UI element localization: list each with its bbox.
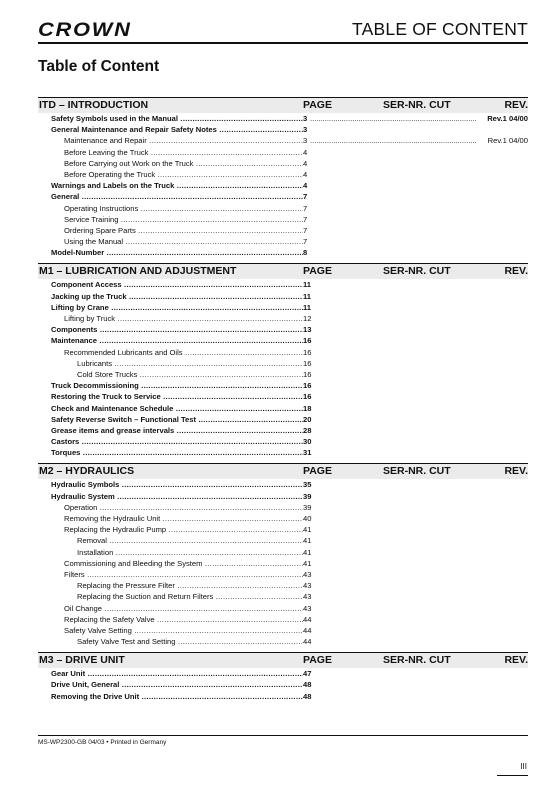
entry-title: General <box>51 192 80 202</box>
toc-entry[interactable] <box>38 203 528 214</box>
column-header-ser-nr-cut: SER-NR. CUT <box>383 654 451 667</box>
toc-entry[interactable] <box>38 679 528 690</box>
entry-title-leader <box>51 679 303 690</box>
entry-page: 12 <box>303 314 312 323</box>
entry-title: Operating Instructions <box>64 203 139 213</box>
entry-title-leader <box>64 169 303 180</box>
entry-title-leader <box>64 569 303 580</box>
entry-page: 43 <box>303 569 312 579</box>
section-title: M1 – LUBRICATION AND ADJUSTMENT <box>39 265 237 278</box>
entry-title: Installation <box>77 547 114 557</box>
entry-page: 16 <box>303 336 312 346</box>
entry-title: Service Training <box>64 214 119 224</box>
entry-title: Maintenance and Repair <box>64 136 147 146</box>
entry-page: 3 <box>303 136 308 146</box>
entry-title: Maintenance <box>51 336 97 346</box>
column-header-ser-nr-cut: SER-NR. CUT <box>383 99 451 111</box>
column-header-rev: REV. <box>504 265 528 278</box>
crown-logo: CROWN <box>38 20 132 41</box>
section-header <box>38 463 528 479</box>
entry-title: Before Operating the Truck <box>64 169 156 179</box>
entry-page: 8 <box>303 248 308 258</box>
toc-entry[interactable] <box>38 358 528 369</box>
entry-page: 18 <box>303 403 312 413</box>
entry-page: 48 <box>303 680 312 690</box>
toc-entry[interactable] <box>38 347 528 358</box>
toc-section <box>38 652 528 702</box>
entry-title-leader <box>51 291 303 302</box>
entry-title: Hydraulic Symbols <box>51 480 120 490</box>
toc-entry[interactable] <box>38 335 528 346</box>
toc-entry[interactable] <box>38 603 528 614</box>
toc-entry[interactable] <box>38 191 528 202</box>
entry-title-leader <box>64 203 303 214</box>
entry-title-leader <box>51 414 303 425</box>
toc-entry[interactable] <box>38 391 528 402</box>
entry-title: Gear Unit <box>51 669 86 679</box>
toc-entry[interactable] <box>38 569 528 580</box>
section-title: M2 – HYDRAULICS <box>39 465 135 478</box>
entry-title-leader <box>51 436 303 447</box>
toc-entry[interactable] <box>38 668 528 679</box>
entry-page: 44 <box>303 637 312 647</box>
entry-title-leader <box>51 425 303 436</box>
toc-entry[interactable] <box>38 580 528 591</box>
toc-entry[interactable] <box>38 625 528 636</box>
entry-title-leader <box>77 358 303 369</box>
entry-title: Safety Valve Test and Setting <box>77 637 176 647</box>
entry-page: 7 <box>303 203 308 213</box>
toc-section <box>38 97 528 258</box>
entry-title-leader <box>64 225 303 236</box>
entry-page: 44 <box>303 625 312 635</box>
entry-page: 7 <box>303 225 308 235</box>
toc-entry[interactable] <box>38 479 528 490</box>
section-title: ITD – INTRODUCTION <box>39 99 149 111</box>
top-divider <box>38 42 528 44</box>
entry-title-leader <box>51 324 303 335</box>
toc-entry[interactable] <box>38 147 528 158</box>
entry-title: Operation <box>64 502 98 512</box>
toc-entry[interactable] <box>38 425 528 436</box>
column-header-page: PAGE <box>303 465 332 478</box>
entry-title: General Maintenance and Repair Safety Notes <box>51 125 217 135</box>
toc-entry[interactable] <box>38 180 528 191</box>
toc-entry[interactable] <box>38 124 528 135</box>
entry-page: 7 <box>303 192 308 202</box>
doc-title: TABLE OF CONTENT <box>352 19 528 39</box>
column-header-rev: REV. <box>504 465 528 478</box>
entry-page: 47 <box>303 669 312 679</box>
entry-title-leader <box>64 347 303 358</box>
entry-title: Model-Number <box>51 248 105 258</box>
entry-page: 7 <box>303 237 308 247</box>
footer-doc-id: MS-WP2300-GB 04/03 • Printed in Germany <box>38 739 167 746</box>
entry-title-leader <box>64 236 303 247</box>
page-number: III <box>520 762 527 771</box>
entry-title-leader <box>51 668 303 679</box>
column-header-ser-nr-cut: SER-NR. CUT <box>383 265 451 278</box>
entry-title-leader <box>64 625 303 636</box>
entry-title-leader <box>64 603 303 614</box>
entry-title-leader <box>64 558 303 569</box>
toc-entry[interactable] <box>38 313 528 324</box>
entry-page: 4 <box>303 147 308 157</box>
entry-page: 35 <box>303 480 312 490</box>
entry-title: Using the Manual <box>64 237 124 247</box>
entry-title-leader <box>77 636 303 647</box>
entry-title: Removing the Hydraulic Unit <box>64 514 161 523</box>
toc-entry[interactable] <box>38 691 528 702</box>
toc-entry[interactable] <box>38 302 528 313</box>
entry-title-leader <box>51 180 303 191</box>
entry-title: Safety Symbols used in the Manual <box>51 114 179 123</box>
entry-title-leader <box>51 124 303 135</box>
entry-page: 39 <box>303 502 312 512</box>
entry-title: Removal <box>77 536 107 546</box>
entry-title: Before Leaving the Truck <box>64 147 149 157</box>
entry-page: 4 <box>303 169 308 179</box>
entry-page: 3 <box>303 125 308 135</box>
entry-revision: Rev.1 04/00 <box>487 136 528 146</box>
entry-title: Restoring the Truck to Service <box>51 392 161 402</box>
entry-title-leader <box>51 302 303 313</box>
toc-entry[interactable] <box>38 403 528 414</box>
entry-title-leader <box>64 158 303 169</box>
entry-title-leader <box>64 313 303 324</box>
entry-title-leader <box>51 403 303 414</box>
entry-title-leader <box>51 391 303 402</box>
entry-title-leader <box>77 580 303 591</box>
entry-page: 11 <box>303 302 312 312</box>
entry-title: Replacing the Safety Valve <box>64 614 155 624</box>
toc-entry[interactable] <box>38 291 528 302</box>
entry-title-leader <box>64 135 303 146</box>
entry-title-leader <box>51 191 303 202</box>
entry-title: Recommended Lubricants and Oils <box>64 347 183 357</box>
toc-entry[interactable] <box>38 158 528 169</box>
toc-entry[interactable] <box>38 614 528 625</box>
entry-title: Hydraulic System <box>51 491 115 501</box>
entry-title: Components <box>51 325 98 335</box>
entry-title: Commissioning and Bleeding the System <box>64 558 203 568</box>
entry-title-leader <box>51 447 303 458</box>
entry-title: Check and Maintenance Schedule <box>51 403 174 413</box>
entry-page: 41 <box>303 536 312 546</box>
table-of-contents <box>38 97 528 707</box>
entry-title-leader <box>77 535 303 546</box>
entry-title: Warnings and Labels on the Truck <box>51 181 175 191</box>
entry-page: 43 <box>303 592 312 602</box>
toc-entry[interactable] <box>38 547 528 558</box>
toc-entry[interactable] <box>38 591 528 602</box>
entry-title: Truck Decommissioning <box>51 381 139 391</box>
entry-page: 44 <box>303 614 312 624</box>
footer-divider <box>38 735 528 736</box>
entry-page: 41 <box>303 547 312 557</box>
toc-entry[interactable] <box>38 324 528 335</box>
entry-revision: Rev.1 04/00 <box>487 114 528 123</box>
column-header-page: PAGE <box>303 99 332 111</box>
toc-entry[interactable] <box>38 414 528 425</box>
entry-title-leader <box>77 591 303 602</box>
entry-title-leader <box>64 147 303 158</box>
page-heading: Table of Content <box>38 58 160 75</box>
entry-page: 4 <box>303 158 308 168</box>
entry-page: 30 <box>303 437 312 447</box>
toc-entry[interactable] <box>38 447 528 458</box>
toc-entry[interactable] <box>38 535 528 546</box>
column-header-page: PAGE <box>303 654 332 667</box>
entry-page: 16 <box>303 381 312 391</box>
entry-title: Replacing the Suction and Return Filters <box>77 592 214 602</box>
toc-entry[interactable] <box>38 524 528 535</box>
entry-title-leader <box>77 547 303 558</box>
rev-leader <box>310 135 476 146</box>
column-header-rev: REV. <box>504 654 528 667</box>
entry-title: Castors <box>51 437 80 447</box>
entry-page: 20 <box>303 414 312 424</box>
toc-entry[interactable] <box>38 369 528 380</box>
toc-entry[interactable] <box>38 236 528 247</box>
toc-entry[interactable] <box>38 214 528 225</box>
entry-page: 16 <box>303 369 312 379</box>
section-title: M3 – DRIVE UNIT <box>39 654 125 667</box>
entry-title-leader <box>64 513 303 524</box>
entry-page: 11 <box>303 291 312 301</box>
column-header-rev: REV. <box>504 99 528 111</box>
entry-page: 43 <box>303 603 312 613</box>
entry-title-leader <box>51 479 303 490</box>
entry-title-leader <box>51 279 303 290</box>
entry-title-leader <box>64 614 303 625</box>
column-header-page: PAGE <box>303 265 332 278</box>
entry-title-leader <box>51 335 303 346</box>
toc-entry[interactable] <box>38 279 528 290</box>
entry-page: 41 <box>303 525 312 535</box>
entry-page: 48 <box>303 691 312 701</box>
toc-entry[interactable] <box>38 225 528 236</box>
entry-title-leader <box>51 247 303 258</box>
entry-title: Replacing the Hydraulic Pump <box>64 525 167 535</box>
toc-entry[interactable] <box>38 513 528 524</box>
entry-title: Safety Reverse Switch – Functional Test <box>51 414 197 424</box>
entry-title: Safety Valve Setting <box>64 625 132 635</box>
entry-title: Ordering Spare Parts <box>64 225 136 235</box>
entry-title: Lifting by Truck <box>64 314 116 323</box>
entry-page: 31 <box>303 448 312 458</box>
toc-entry[interactable] <box>38 247 528 258</box>
entry-title: Grease items and grease intervals <box>51 425 175 435</box>
toc-entry[interactable] <box>38 169 528 180</box>
section-header <box>38 263 528 279</box>
entry-title-leader <box>51 113 303 124</box>
toc-entry[interactable] <box>38 502 528 513</box>
toc-entry[interactable] <box>38 558 528 569</box>
section-header <box>38 97 528 113</box>
toc-entry[interactable] <box>38 380 528 391</box>
entry-page: 39 <box>303 491 312 501</box>
entry-page: 16 <box>303 347 312 357</box>
toc-entry[interactable] <box>38 436 528 447</box>
entry-title: Oil Change <box>64 603 102 613</box>
entry-title-leader <box>51 380 303 391</box>
column-header-ser-nr-cut: SER-NR. CUT <box>383 465 451 478</box>
toc-entry[interactable] <box>38 636 528 647</box>
entry-title-leader <box>64 524 303 535</box>
toc-section <box>38 263 528 458</box>
toc-entry[interactable] <box>38 135 528 146</box>
entry-page: 28 <box>303 425 312 435</box>
entry-title: Removing the Drive Unit <box>51 691 140 701</box>
entry-title: Lubricants <box>77 358 113 368</box>
entry-title-leader <box>51 691 303 702</box>
entry-page: 40 <box>303 514 312 523</box>
toc-section <box>38 463 528 647</box>
entry-title: Torques <box>51 448 81 458</box>
page-number-divider <box>497 775 528 776</box>
section-header <box>38 652 528 668</box>
entry-title-leader <box>64 502 303 513</box>
entry-title: Cold Store Trucks <box>77 369 138 379</box>
entry-title: Before Carrying out Work on the Truck <box>64 158 194 168</box>
entry-page: 43 <box>303 581 312 591</box>
entry-title-leader <box>77 369 303 380</box>
entry-page: 7 <box>303 214 308 224</box>
entry-page: 41 <box>303 558 312 568</box>
entry-title: Lifting by Crane <box>51 302 109 312</box>
entry-page: 11 <box>303 280 312 290</box>
entry-title: Filters <box>64 569 85 579</box>
entry-page: 16 <box>303 358 312 368</box>
toc-entry[interactable] <box>38 113 528 124</box>
entry-title: Component Access <box>51 280 122 290</box>
entry-page: 4 <box>303 181 308 191</box>
entry-page: 16 <box>303 392 312 402</box>
entry-title-leader <box>64 214 303 225</box>
rev-leader <box>310 113 476 124</box>
entry-page: 13 <box>303 325 312 335</box>
entry-page: 3 <box>303 114 308 123</box>
toc-entry[interactable] <box>38 491 528 502</box>
entry-title: Jacking up the Truck <box>51 291 127 301</box>
entry-title: Replacing the Pressure Filter <box>77 581 175 591</box>
entry-title: Drive Unit, General <box>51 680 120 690</box>
entry-title-leader <box>51 491 303 502</box>
